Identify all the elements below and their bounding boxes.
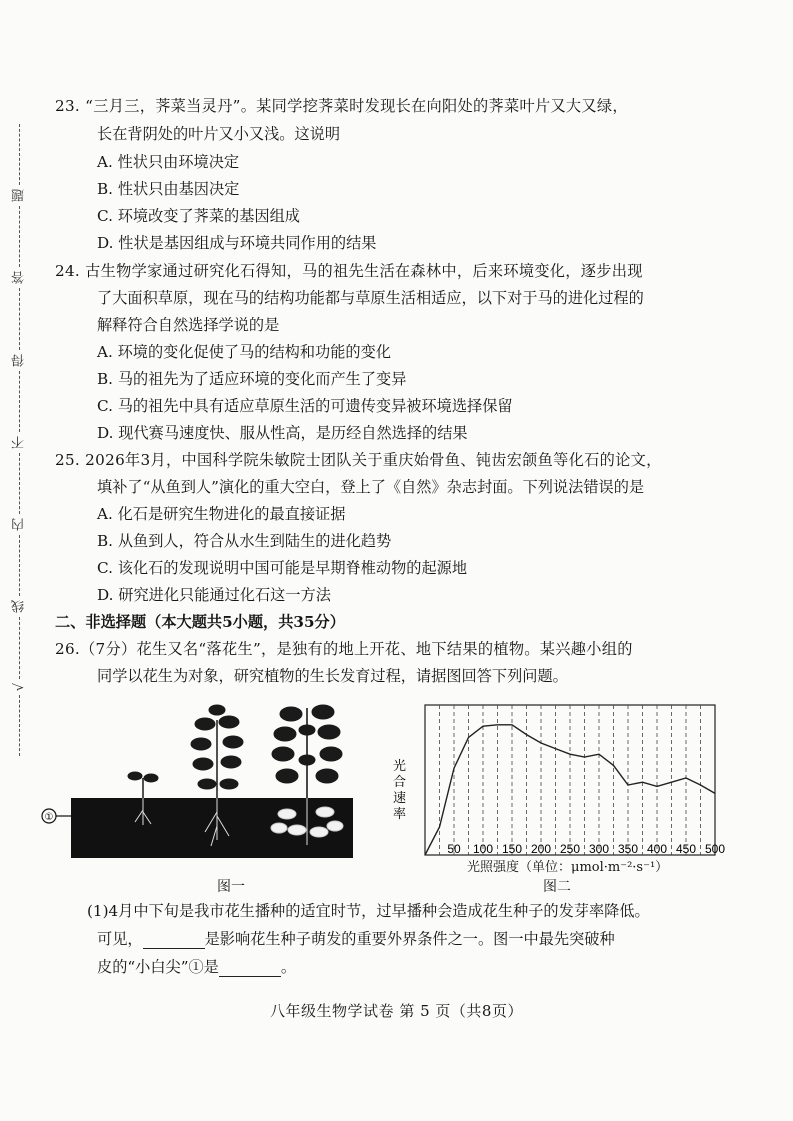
- x-tick-label: 450: [675, 842, 697, 856]
- chart-ylabel-1: 光: [393, 759, 407, 774]
- text-fragment: 皮的“小白尖”①是: [97, 958, 219, 976]
- question-26-line2: 同学以花生为对象，研究植物的生长发育过程，请据图回答下列问题。: [97, 667, 568, 685]
- margin-char: 答: [11, 271, 27, 285]
- question-24-option-d: D. 现代赛马速度快、服从性高，是历经自然选择的结果: [97, 424, 468, 442]
- marker-label: ①: [44, 812, 54, 823]
- margin-char: 不: [11, 435, 27, 449]
- question-24-line1: 24. 古生物学家通过研究化石得知，马的祖先生活在森林中，后来环境变化，逐步出现: [55, 262, 643, 280]
- question-25-option-b: B. 从鱼到人，符合从水生到陆生的进化趋势: [97, 532, 392, 550]
- x-tick-label: 500: [704, 842, 725, 856]
- question-24-line2: 了大面积草原，现在马的结构功能都与草原生活相适应，以下对于马的进化过程的: [97, 289, 644, 307]
- x-tick-label: 400: [646, 842, 668, 856]
- question-23-option-d: D. 性状是基因组成与环境共同作用的结果: [97, 234, 377, 252]
- figure-2-xlabel: 光照强度（单位：μmol·m⁻²·s⁻¹）: [467, 860, 669, 875]
- question-25-option-c: C. 该化石的发现说明中国可能是早期脊椎动物的起源地: [97, 559, 468, 577]
- question-25-option-d: D. 研究进化只能通过化石这一方法: [97, 586, 331, 604]
- binding-margin: [6, 120, 32, 760]
- question-24-line3: 解释符合自然选择学说的是: [97, 316, 280, 334]
- answer-blank-1[interactable]: [143, 934, 205, 949]
- question-23-line1: 23. “三月三，荠菜当灵丹”。某同学挖荠菜时发现长在向阳处的荠菜叶片又大又绿，: [55, 97, 628, 115]
- question-23-line2: 长在背阴处的叶片又小又浅。这说明: [97, 125, 340, 143]
- margin-char: 得: [11, 353, 27, 367]
- question-24-option-a: A. 环境的变化促使了马的结构和功能的变化: [97, 343, 391, 361]
- margin-char: 内: [11, 518, 27, 532]
- question-26-line1: 26.（7分）花生又名“落花生”，是独有的地上开花、地下结果的植物。某兴趣小组的: [55, 640, 633, 658]
- mature-plant: [271, 705, 343, 845]
- figure-2-chart: [385, 700, 725, 880]
- x-tick-label: 350: [617, 842, 639, 856]
- figures-area: [44, 700, 755, 900]
- page-footer: 八年级生物学试卷 第 5 页（共8页）: [270, 1002, 523, 1020]
- section-heading: 二、非选择题（本大题共5小题，共35分）: [55, 613, 345, 631]
- question-24-option-c: C. 马的祖先中具有适应草原生活的可遗传变异被环境选择保留: [97, 397, 513, 415]
- question-23-option-c: C. 环境改变了荠菜的基因组成: [97, 207, 300, 225]
- question-23-option-a: A. 性状只由环境决定: [97, 153, 240, 171]
- margin-char: 题: [11, 189, 27, 203]
- chart-ylabel-2: 合: [393, 775, 407, 790]
- question-23-option-b: B. 性状只由基因决定: [97, 180, 240, 198]
- margin-char: √: [11, 682, 27, 691]
- question-25-line1: 25. 2026年3月，中国科学院朱敏院士团队关于重庆始骨鱼、钝齿宏颌鱼等化石的论文，: [55, 451, 662, 469]
- figure-2-caption: 图二: [543, 879, 571, 895]
- chart-ticks: [447, 842, 725, 856]
- question-26-sub1-line2: [97, 928, 615, 949]
- question-26-sub1-line1: (1)4月中下旬是我市花生播种的适宜时节，过早播种会造成花生种子的发芽率降低。: [87, 902, 650, 920]
- soil-block: [71, 798, 353, 858]
- text-fragment: 可见，: [97, 930, 143, 948]
- question-26-sub1-line3: [97, 956, 296, 977]
- text-fragment: 。: [280, 958, 297, 976]
- x-tick-label: 300: [588, 842, 610, 856]
- answer-blank-2[interactable]: [219, 962, 281, 977]
- question-25-option-a: A. 化石是研究生物进化的最直接证据: [97, 505, 346, 523]
- figure-1-caption: 图一: [217, 879, 245, 895]
- chart-grid: [440, 705, 701, 855]
- figure-1-peanut-growth: [35, 700, 365, 870]
- x-tick-label: 150: [501, 842, 523, 856]
- question-24-option-b: B. 马的祖先为了适应环境的变化而产生了变异: [97, 370, 407, 388]
- x-tick-label: 100: [472, 842, 494, 856]
- text-fragment: 是影响花生种子萌发的重要外界条件之一。图一中最先突破种: [204, 930, 615, 948]
- x-tick-label: 250: [559, 842, 581, 856]
- x-tick-label: 50: [447, 842, 461, 856]
- x-tick-label: 200: [530, 842, 552, 856]
- margin-char: 线: [11, 600, 27, 614]
- chart-ylabel-4: 率: [393, 807, 407, 822]
- question-25-line2: 填补了“从鱼到人”演化的重大空白，登上了《自然》杂志封面。下列说法错误的是: [97, 478, 645, 496]
- chart-ylabel-3: 速: [393, 791, 407, 806]
